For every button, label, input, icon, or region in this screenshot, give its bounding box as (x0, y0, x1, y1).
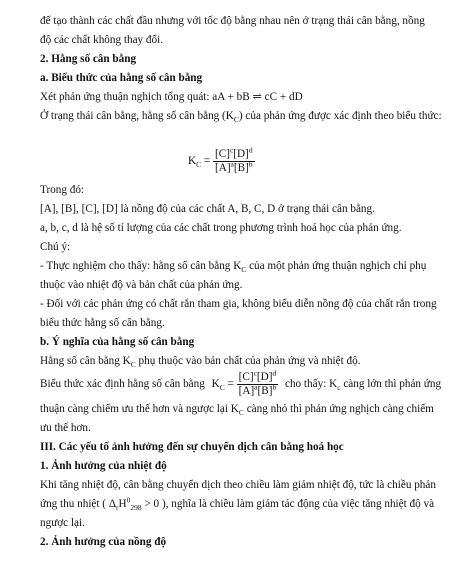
section-heading: 2. Hằng số cân bằng (40, 53, 137, 65)
subsection-heading: a. Biểu thức của hằng số cân bằng (40, 72, 203, 84)
paragraph-line: Khi tăng nhiệt độ, cân bằng chuyển dịch theo chiều làm giảm nhiệt độ, tức là chiều phản (40, 479, 436, 491)
text-span: Ở trạng thái cân bằng, hằng số cân bằng (K (40, 110, 234, 122)
paragraph-line: Hằng số cân bằng $K_C$ phụ thuộc vào bản chất của phản ứng và nhiệt độ. (40, 355, 361, 370)
subscript: C (233, 115, 239, 125)
paragraph-line: độ các chất không thay đổi. (40, 34, 164, 46)
paragraph-line: - Thực nghiệm cho thấy: hằng số cân bằng $K_C$ của một phản ứng thuận nghịch chỉ phụ (40, 260, 427, 275)
paragraph-line: a, b, c, d là hệ số tỉ lượng của các chất trong phương trình hoá học của phản ứng. (40, 222, 402, 234)
enthalpy-expression: $\Delta_rH^0_{298} > 0$ (108, 495, 160, 513)
formula-equals: = (203, 154, 211, 167)
formula-fraction (213, 145, 255, 175)
paragraph-line (40, 110, 442, 125)
paragraph-line: Trong đó: (40, 184, 85, 196)
paragraph-line: biểu thức hằng số cân bằng. (40, 317, 165, 329)
paragraph-line-with-formula: Biểu thức xác định hằng số cân bằng $K_C$ = $\frac{[C]^c[D]^d}{[A]^a[B]^b}$ cho thấy: $K_c$ càng lớn thì phản ứng (40, 368, 442, 397)
subsection-heading: 2. Ảnh hưởng của nồng độ (40, 536, 167, 548)
paragraph-line: thuộc vào nhiệt độ và bản chất của phản ứng. (40, 279, 243, 291)
paragraph-line: Xét phản ứng thuận nghịch tổng quát: aA + bB ⇌ cC + dD (40, 91, 303, 103)
paragraph-line: [A], [B], [C], [D] là nồng độ của các chất A, B, C, D ở trạng thái cân bằng. (40, 203, 375, 215)
formula-numerator: $[C]^c[D]^d$ (215, 145, 253, 160)
paragraph-line: ngược lại. (40, 517, 85, 529)
formula-k-sub: C (196, 160, 202, 170)
paragraph-line: - Đối với các phản ứng có chất rắn tham gia, không biểu diễn nồng độ của chất rắn trong (40, 298, 437, 310)
paragraph-line: ứng thu nhiệt ( $\Delta_rH^0_{298} > 0$ ), nghĩa là chiều làm giảm tác động của việc tăng nhiệt độ và (40, 495, 435, 513)
formula-denominator: $[A]^a[B]^b$ (215, 159, 253, 174)
inline-equilibrium-formula: $K_C$ = $\frac{[C]^c[D]^d}{[A]^a[B]^b}$ (211, 368, 277, 397)
paragraph-line: Chú ý: (40, 241, 71, 253)
paragraph-line: ưu thế hơn. (40, 422, 91, 434)
paragraph-line: để tạo thành các chất đầu nhưng với tốc độ bằng nhau nên ở trạng thái cân bằng, nồng (40, 15, 425, 27)
equilibrium-constant-formula (188, 145, 255, 175)
subsection-heading: b. Ý nghĩa của hằng số cân bằng (40, 336, 195, 348)
paragraph-line: thuận càng chiếm ưu thế hơn và ngược lại $K_C$ càng nhỏ thì phản ứng nghịch càng chiếm (40, 403, 434, 418)
subsection-heading: 1. Ảnh hưởng của nhiệt độ (40, 460, 167, 472)
section-heading: III. Các yếu tố ảnh hưởng đến sự chuyển dịch cân bằng hoá học (40, 441, 344, 453)
formula-k: K (188, 154, 197, 167)
text-span: ) của phản ứng được xác định theo biểu thức: (238, 110, 442, 122)
